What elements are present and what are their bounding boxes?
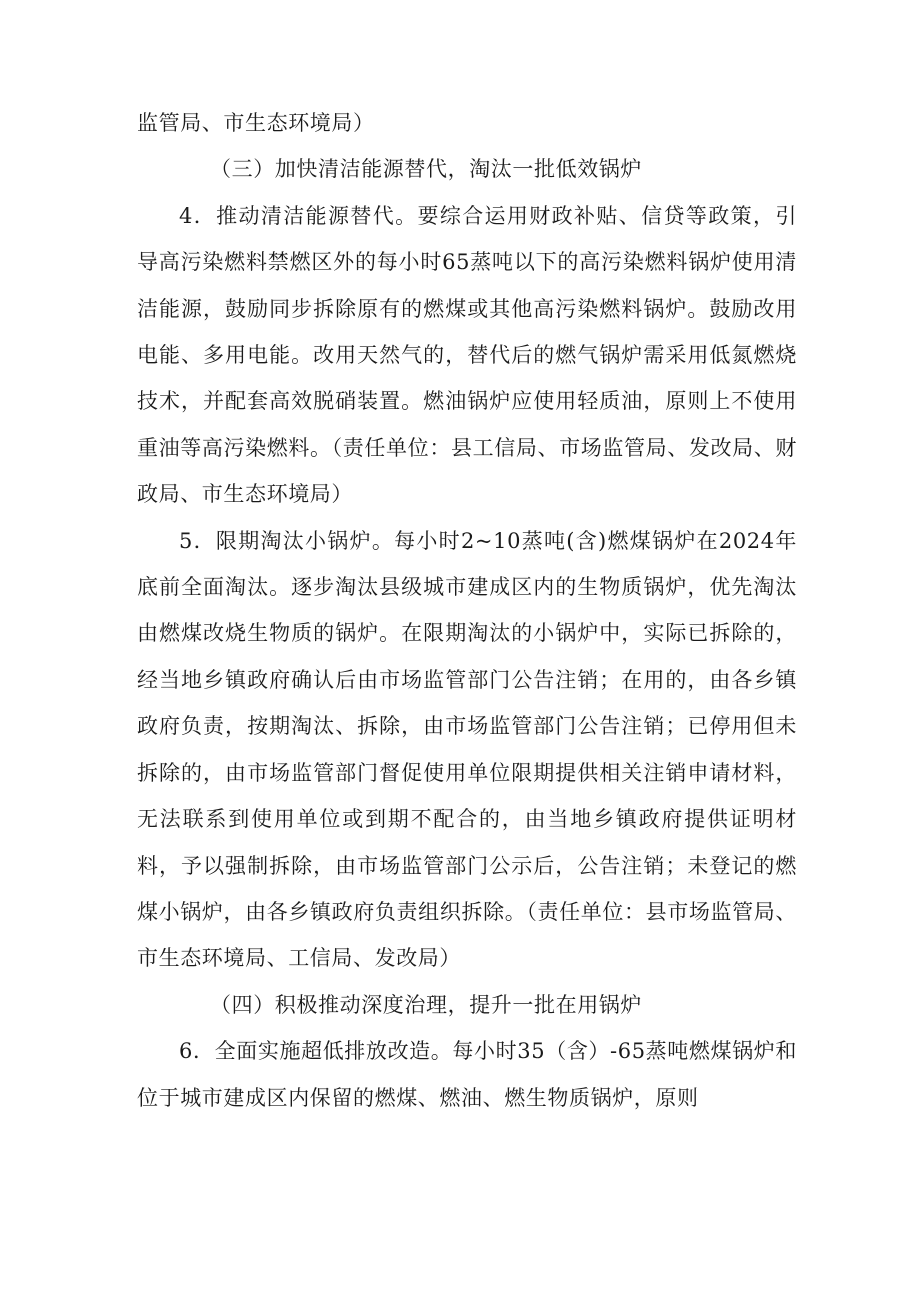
section-heading-3: （三）加快清洁能源替代，淘汰一批低效锅炉 — [210, 157, 642, 182]
paragraph-continuation: 监管局、市生态环境局） — [137, 111, 375, 135]
paragraph-item-6: 6．全面实施超低排放改造。每小时35（含）-65蒸吨燃煤锅炉和位于城市建成区内保留的燃煤、燃油、燃生物质锅炉，原则 — [137, 1039, 797, 1110]
paragraph-item-4: 4．推动清洁能源替代。要综合运用财政补贴、信贷等政策，引导高污染燃料禁燃区外的每小时65蒸吨以下的高污染燃料锅炉使用清洁能源，鼓励同步拆除原有的燃煤或其他高污染燃料锅炉。鼓励改用电能、多用电能。改用天然气的，替代后的燃气锅炉需采用低氮燃烧技术，并配套高效脱硝装置。燃油锅炉应使用轻质油，原则上不使用重油等高污染燃料。（责任单位：县工信局、市场监管局、发改局、财政局、市生态环境局） — [137, 203, 797, 507]
document-body — [137, 100, 797, 1121]
paragraph-item-5: 5．限期淘汰小锅炉。每小时2~10蒸吨(含)燃煤锅炉在2024年底前全面淘汰。逐步淘汰县级城市建成区内的生物质锅炉，优先淘汰由燃煤改烧生物质的锅炉。在限期淘汰的小锅炉中，实际已拆除的，经当地乡镇政府确认后由市场监管部门公告注销；在用的，由各乡镇政府负责，按期淘汰、拆除，由市场监管部门公告注销；已停用但未拆除的，由市场监管部门督促使用单位限期提供相关注销申请材料，无法联系到使用单位或到期不配合的，由当地乡镇政府提供证明材料，予以强制拆除，由市场监管部门公示后，公告注销；未登记的燃煤小锅炉，由各乡镇政府负责组织拆除。（责任单位：县市场监管局、市生态环境局、工信局、发改局） — [137, 528, 797, 971]
section-heading-4: （四）积极推动深度治理，提升一批在用锅炉 — [210, 992, 642, 1017]
